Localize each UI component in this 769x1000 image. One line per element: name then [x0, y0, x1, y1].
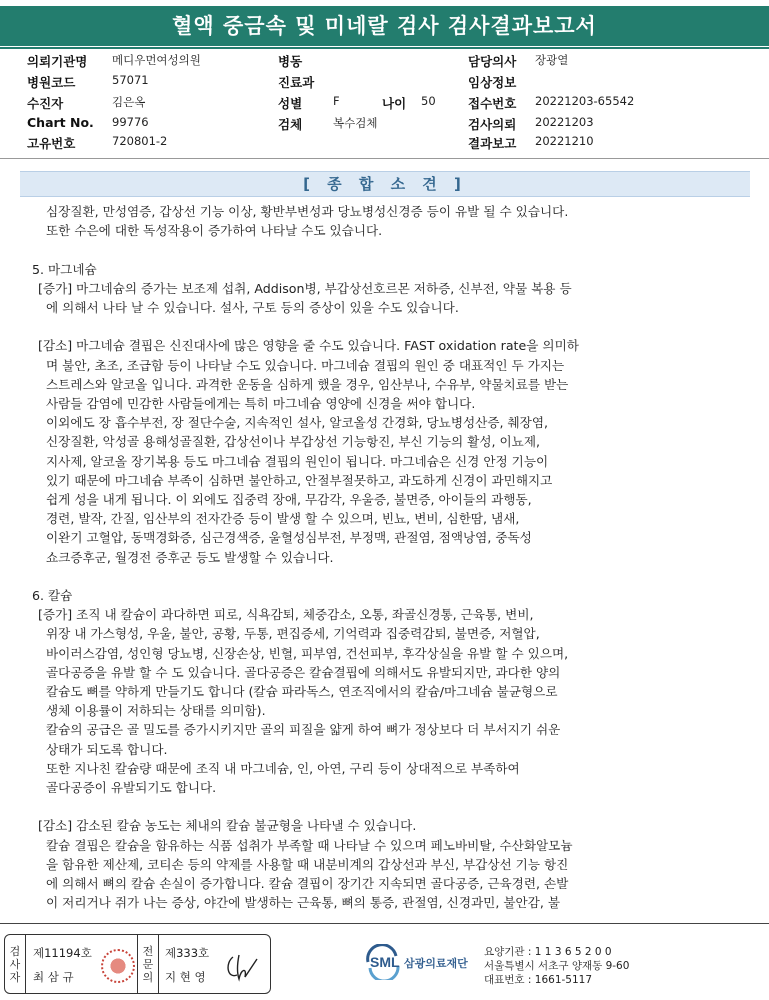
info-value: 99776 — [112, 115, 149, 129]
findings-line: 쇼크증후군, 월경전 증후군 등도 발생할 수 있습니다. — [46, 549, 334, 565]
findings-line: 이완기 고혈압, 동맥경화증, 심근경색증, 울혈성심부전, 부정맥, 관절염, 점액낭염, 중독성 — [46, 530, 532, 546]
info-label: 나이 — [382, 96, 407, 111]
findings-line: 골다공증을 유발 할 수 도 있습니다. 골다공증은 칼슘결핍에 의해서도 유발되지만, 과다한 양의 — [46, 664, 561, 680]
info-label: 검체 — [278, 117, 303, 132]
findings-line: [증가] 조직 내 칼슘이 과다하면 피로, 식욕감퇴, 체중감소, 오통, 좌골신경통, 근육통, 변비, — [38, 607, 534, 623]
findings-line: [감소] 감소된 칼슘 농도는 체내의 칼슘 불균형을 나타낼 수 있습니다. — [38, 818, 417, 834]
info-divider — [0, 158, 769, 159]
section-header — [20, 171, 750, 197]
findings-line: [감소] 마그네슘 결핍은 신진대사에 많은 영향을 줄 수도 있습니다. FAST oxidation rate을 의미하 — [38, 338, 579, 354]
doctor-name: 지 현 영 — [165, 970, 206, 984]
org-info — [484, 945, 629, 987]
findings-line: 또한 수은에 대한 독성작용이 증가하여 나타날 수도 있습니다. — [46, 223, 383, 239]
findings-line: 에 의해서 나타 날 수 있습니다. 설사, 구토 등의 증상이 있을 수도 있습니다. — [46, 300, 459, 315]
findings-line: 경련, 발작, 간질, 임산부의 전자간증 등이 발생 할 수 있으며, 빈뇨, 변비, 심한땀, 냄새, — [46, 511, 520, 527]
info-label: 접수번호 — [468, 96, 517, 111]
findings-line: 이 저리거나 쥐가 나는 증상, 야간에 발생하는 근육통, 뼈의 통증, 관절염, 신경과민, 불안감, 불 — [46, 895, 561, 911]
findings-line — [26, 317, 746, 336]
findings-text — [26, 202, 746, 912]
org-code: 요양기관 : 1 1 3 6 5 2 0 0 — [484, 946, 612, 958]
findings-line: 생체 이용률이 저하되는 상태를 의미함). — [46, 703, 266, 719]
info-row — [0, 115, 769, 134]
findings-line: 6. 칼슘 — [32, 588, 73, 604]
findings-line: 을 함유한 제산제, 코티손 등의 약제를 사용할 때 내분비계의 갑상선과 부신, 부갑상선 기능 항진 — [46, 856, 569, 872]
doctor-label: 전 문 의 — [137, 935, 159, 993]
info-value: 복수검체 — [333, 116, 378, 130]
findings-line: [증가] 마그네슘의 증가는 보조제 섭취, Addison병, 부갑상선호르몬 저하증, 신부전, 약물 복용 등 — [38, 280, 572, 296]
inspector-id: 제11194호 — [33, 946, 92, 960]
info-row — [0, 134, 769, 153]
info-row — [0, 73, 769, 92]
findings-line: 쉽게 성을 내게 됩니다. 이 외에도 집중력 장애, 무감각, 우울증, 불면증, 아이들의 과행동, — [46, 492, 532, 508]
info-label: 임상정보 — [468, 75, 517, 90]
info-value: 20221203-65542 — [535, 94, 635, 108]
header-divider — [0, 47, 769, 49]
inspector-seal-icon — [101, 949, 135, 983]
info-label: Chart No. — [27, 115, 94, 130]
findings-line — [26, 797, 746, 816]
findings-line: 에 의해서 뼈의 칼슘 손실이 증가합니다. 칼슘 결핍이 장기간 지속되면 골다공증, 근육경련, 손발 — [46, 876, 569, 892]
logo-text: SML — [370, 954, 400, 970]
findings-line: 칼슘 결핍은 칼슘을 함유하는 식품 섭취가 부족할 때 나타날 수 있으며 페노바비탈, 수산화알모늄 — [46, 837, 573, 853]
findings-line — [26, 240, 746, 259]
findings-line — [26, 567, 746, 586]
info-row — [0, 94, 769, 113]
footer-divider — [0, 923, 769, 924]
findings-line: 바이러스감염, 성인형 당뇨병, 신장손상, 빈혈, 피부염, 건선피부, 후각상실을 유발 할 수 있으며, — [46, 645, 569, 661]
info-label: 성별 — [278, 96, 303, 111]
findings-line: 스트레스와 알코올 입니다. 과격한 운동을 심하게 했을 경우, 임산부나, 수유부, 약물치료를 받는 — [46, 376, 569, 392]
info-value: 장광열 — [535, 53, 569, 67]
findings-line: 상태가 되도록 합니다. — [46, 741, 168, 757]
info-value: 20221210 — [535, 134, 594, 148]
findings-line: 위장 내 가스형성, 우울, 불안, 공황, 두통, 편집증세, 기억력과 집중력감퇴, 불면증, 저혈압, — [46, 626, 540, 642]
info-value: 20221203 — [535, 115, 594, 129]
patient-info — [0, 52, 769, 152]
findings-line: 5. 마그네슘 — [32, 261, 97, 277]
section-title: [ 종 합 소 견 ] — [303, 175, 467, 193]
info-label: 결과보고 — [468, 136, 517, 151]
findings-line: 지사제, 알코올 장기복용 등도 마그네슘 결핍의 원인이 됩니다. 마그네슘은 신경 안정 기능이 — [46, 453, 549, 469]
info-value: 720801-2 — [112, 134, 168, 148]
findings-line: 사람들 감염에 민감한 사람들에게는 특히 마그네슘 영양에 신경을 써야 합니다. — [46, 396, 476, 411]
report-title: 혈액 중금속 및 미네랄 검사 검사결과보고서 — [0, 6, 769, 46]
info-value: 50 — [421, 94, 436, 108]
info-value: F — [333, 94, 340, 108]
info-label: 의뢰기관명 — [27, 54, 88, 69]
signature-box — [4, 934, 271, 994]
org-phone: 대표번호 : 1661-5117 — [484, 974, 593, 986]
findings-line: 골다공증이 유발되기도 합니다. — [46, 780, 217, 796]
org-address: 서울특별시 서초구 양재동 9-60 — [484, 960, 630, 972]
info-label: 진료과 — [278, 75, 315, 90]
info-label: 병동 — [278, 54, 303, 69]
doctor-id: 제333호 — [165, 946, 210, 960]
findings-line: 심장질환, 만성염증, 갑상선 기능 이상, 황반부변성과 당뇨병성신경증 등이 유발 될 수 있습니다. — [46, 204, 569, 219]
findings-line: 신장질환, 악성골 용해성골질환, 갑상선이나 부갑상선 기능항진, 부신 기능의 활성, 이뇨제, — [46, 434, 541, 450]
findings-line: 또한 지나친 칼슘량 때문에 조직 내 마그네슘, 인, 아연, 구리 등이 상대적으로 부족하여 — [46, 760, 520, 776]
info-label: 병원코드 — [27, 75, 76, 90]
findings-line: 칼슘의 공급은 골 밀도를 증가시키지만 골의 피질을 얇게 하여 뼈가 정상보다 더 부서지기 쉬운 — [46, 722, 561, 738]
info-label: 검사의뢰 — [468, 117, 517, 132]
info-label: 담당의사 — [468, 54, 517, 69]
doctor-signature-icon — [223, 949, 263, 983]
findings-line: 이외에도 장 흡수부전, 장 절단수술, 지속적인 설사, 알코올성 간경화, 당뇨병성산증, 췌장염, — [46, 415, 549, 431]
info-value: 메디우먼여성의원 — [112, 53, 201, 67]
info-label: 고유번호 — [27, 136, 76, 151]
findings-line: 며 불안, 초조, 조급함 등이 나타날 수도 있습니다. 마그네슘 결핍의 원인 중 대표적인 두 가지는 — [46, 357, 565, 373]
logo-org: 삼광의료재단 — [404, 957, 468, 970]
findings-line: 칼슘도 뼈를 약하게 만들기도 합니다 (칼슘 파라독스, 연조직에서의 칼슘/마그네슘 불균형으로 — [46, 684, 558, 700]
info-row — [0, 52, 769, 71]
info-value: 김은옥 — [112, 95, 146, 109]
info-label: 수진자 — [27, 96, 64, 111]
inspector-name: 최 삼 규 — [33, 970, 74, 984]
info-value: 57071 — [112, 73, 149, 87]
inspector-label: 검 사 자 — [5, 935, 26, 993]
findings-line: 있기 때문에 마그네슘 부족이 심하면 불안하고, 안절부절못하고, 과도하게 신경이 과민해지고 — [46, 472, 553, 488]
